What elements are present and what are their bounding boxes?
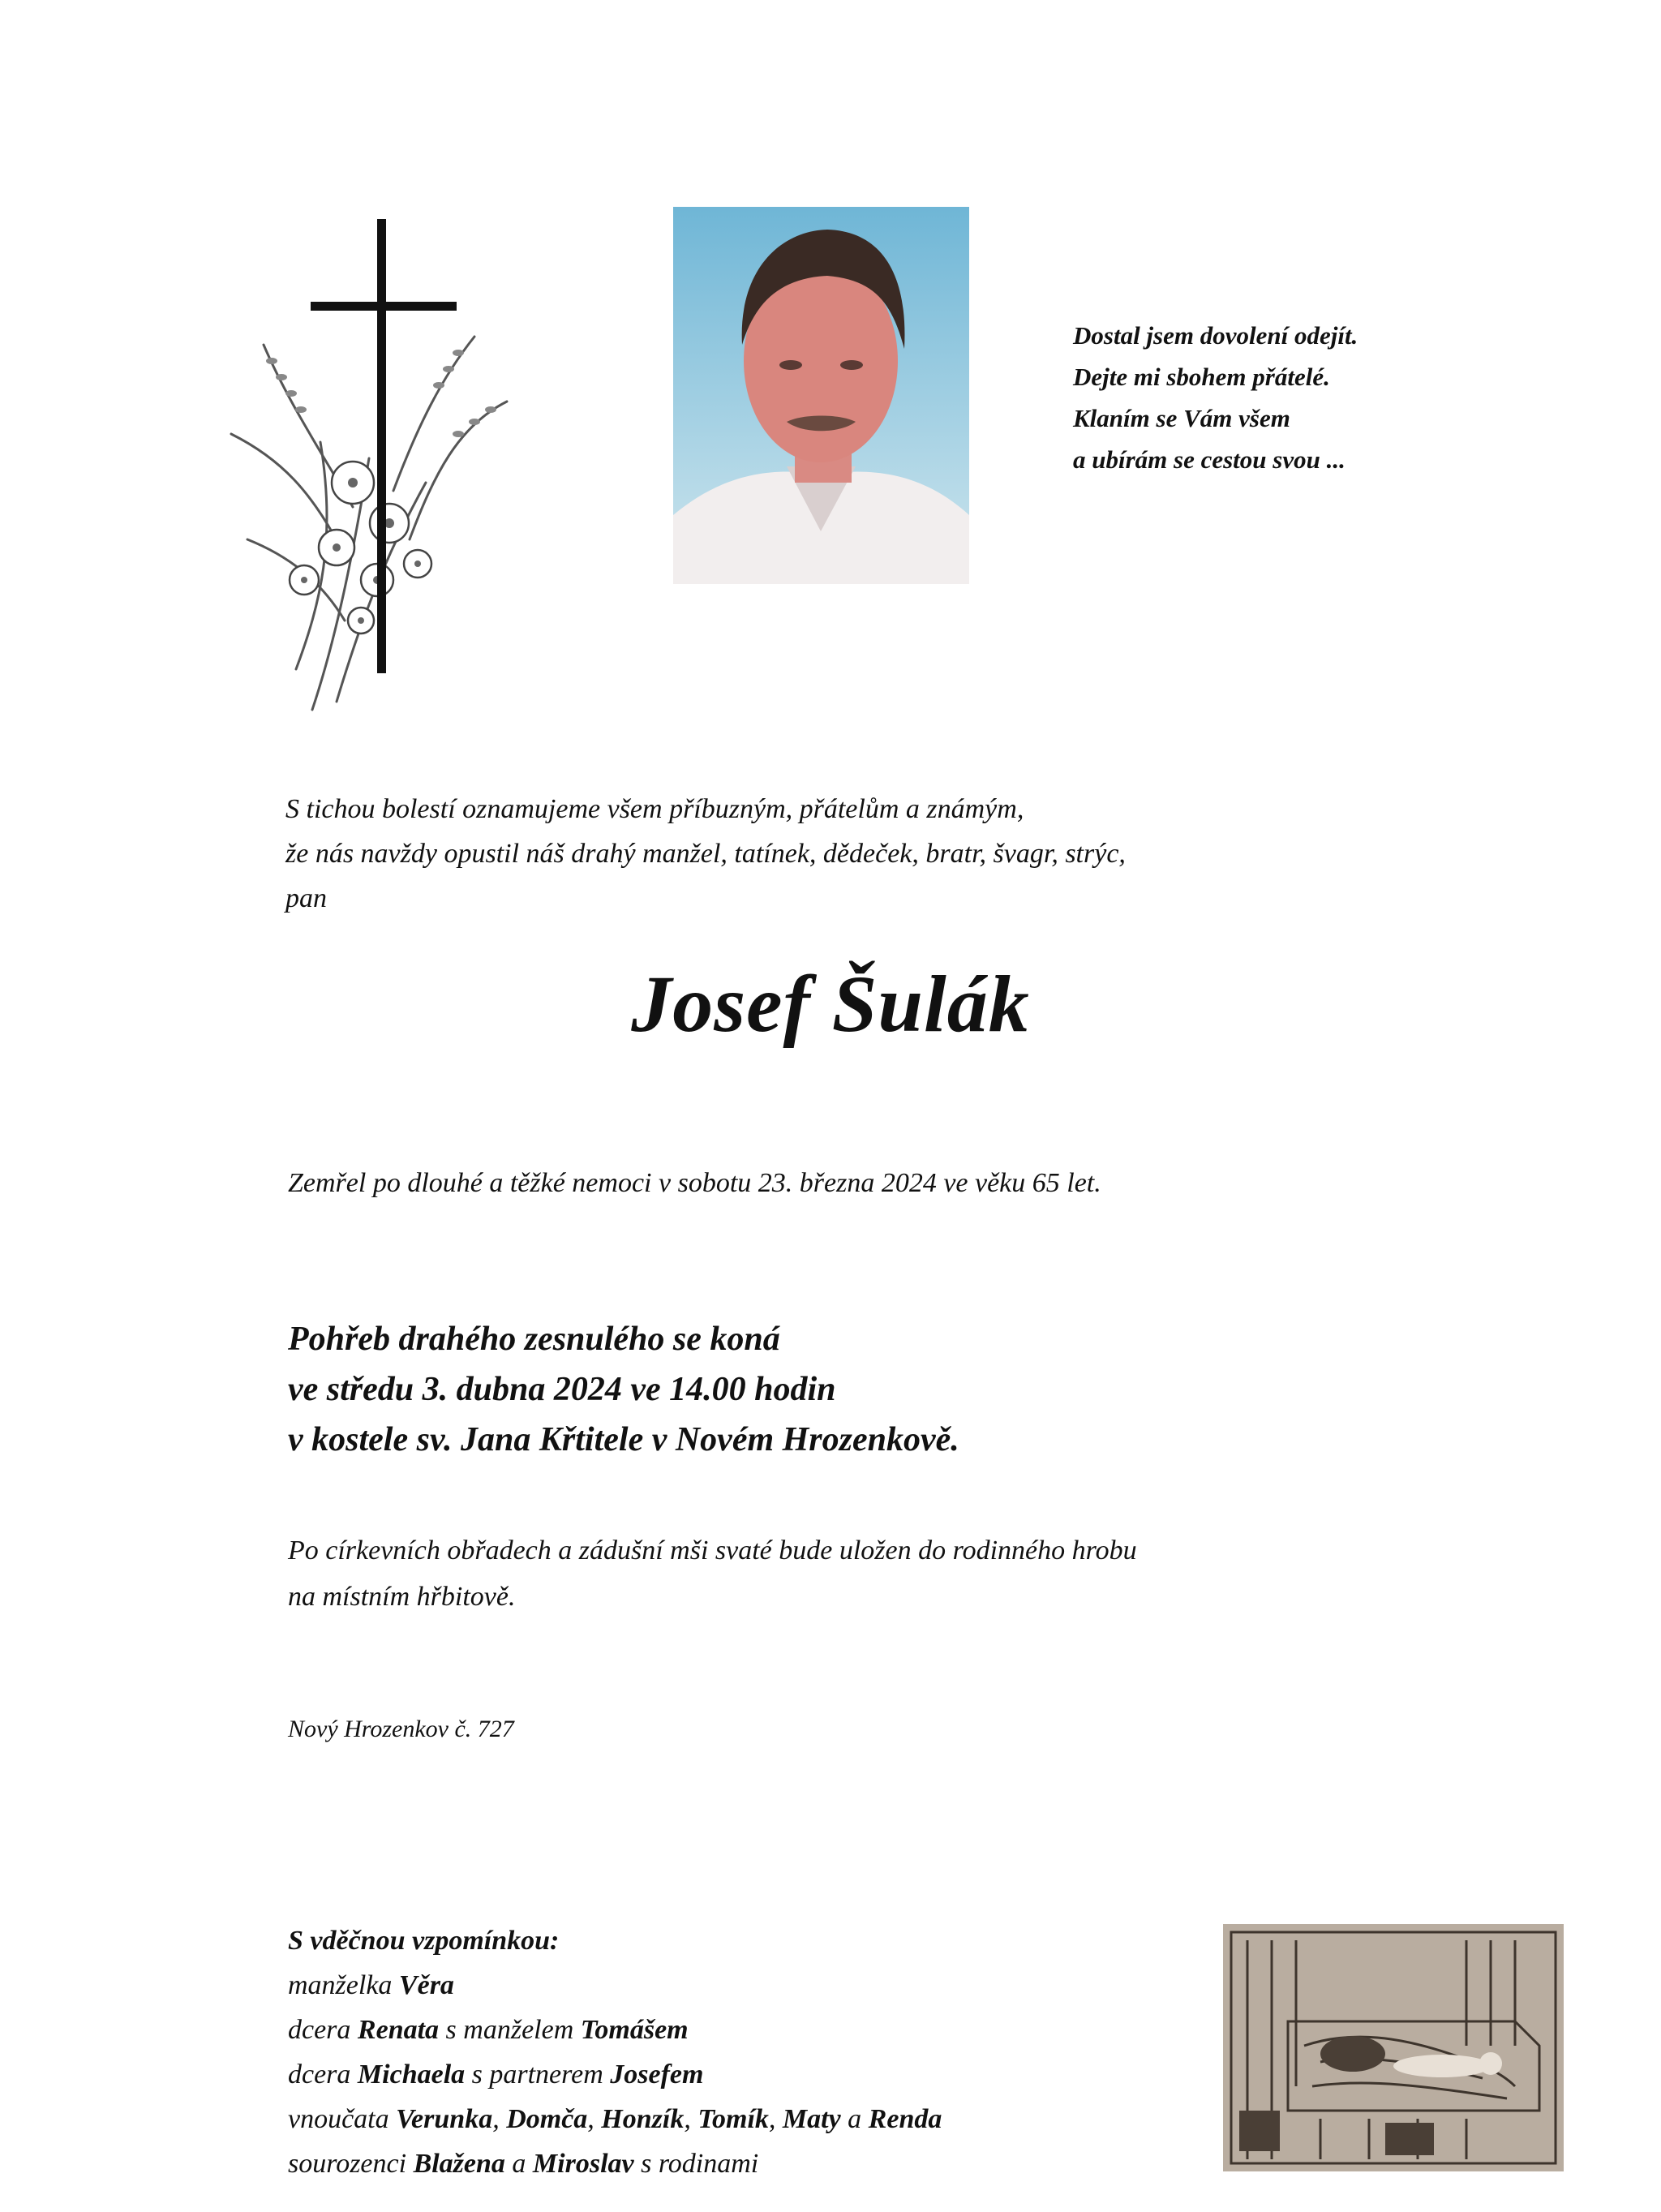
cross-with-flowers-illustration	[215, 215, 523, 722]
grandchild-name: Honzík	[601, 2104, 685, 2134]
grandchild-name: Renda	[868, 2104, 942, 2134]
mourner-row-wife: manželka Věra	[288, 1970, 454, 2000]
intro-line: S tichou bolestí oznamujeme všem příbuzným, přátelům a známým,	[285, 794, 1024, 824]
burial-details	[288, 1527, 1504, 1620]
burial-line: Po církevních obřadech a zádušní mši svaté bude uložen do rodinného hrobu	[288, 1536, 1137, 1566]
intro-line: že nás navždy opustil náš drahý manžel, tatínek, dědeček, bratr, švagr, strýc,	[285, 839, 1126, 869]
family-address: Nový Hrozenkov č. 727	[288, 1716, 514, 1742]
deceased-portrait-photo	[673, 207, 969, 584]
mourners-list	[288, 1918, 1221, 2186]
grandchild-name: Maty	[782, 2104, 841, 2134]
mourner-row-daughter: dcera Renata s manželem Tomášem	[288, 2015, 689, 2045]
funeral-line: Pohřeb drahého zesnulého se koná	[288, 1321, 780, 1358]
grandchild-name: Verunka	[396, 2104, 493, 2134]
grandchildren-names: Verunka, Domča, Honzík, Tomík, Maty a Renda	[396, 2104, 942, 2134]
burial-line: na místním hřbitově.	[288, 1582, 516, 1612]
funeral-details	[288, 1314, 1504, 1465]
funeral-line: v kostele sv. Jana Křtitele v Novém Hrozenkově.	[288, 1421, 959, 1458]
mourner-row-grandchildren: vnoučata Verunka, Domča, Honzík, Tomík, Maty a Renda	[288, 2104, 942, 2134]
mourner-row-siblings: sourozenci Blažena a Miroslav s rodinami	[288, 2149, 759, 2179]
farewell-poem	[1073, 315, 1527, 480]
poem-line: Dejte mi sbohem přátelé.	[1073, 363, 1330, 391]
mourners-heading: S vděčnou vzpomínkou:	[288, 1926, 560, 1956]
announcement-intro	[285, 787, 1421, 921]
deceased-name: Josef Šulák	[631, 959, 1030, 1049]
poem-line: Klaním se Vám všem	[1073, 404, 1290, 432]
intro-line: pan	[285, 883, 327, 913]
funeral-line: ve středu 3. dubna 2024 ve 14.00 hodin	[288, 1371, 836, 1408]
death-notice: Zemřel po dlouhé a těžké nemoci v sobotu 23. března 2024 ve věku 65 let.	[288, 1168, 1101, 1198]
poem-line: a ubírám se cestou svou ...	[1073, 445, 1346, 474]
woodcut-artwork-image	[1223, 1924, 1564, 2171]
mourner-row-daughter: dcera Michaela s partnerem Josefem	[288, 2060, 704, 2090]
poem-line: Dostal jsem dovolení odejít.	[1073, 321, 1358, 350]
grandchild-name: Domča	[506, 2104, 588, 2134]
grandchild-name: Tomík	[697, 2104, 769, 2134]
